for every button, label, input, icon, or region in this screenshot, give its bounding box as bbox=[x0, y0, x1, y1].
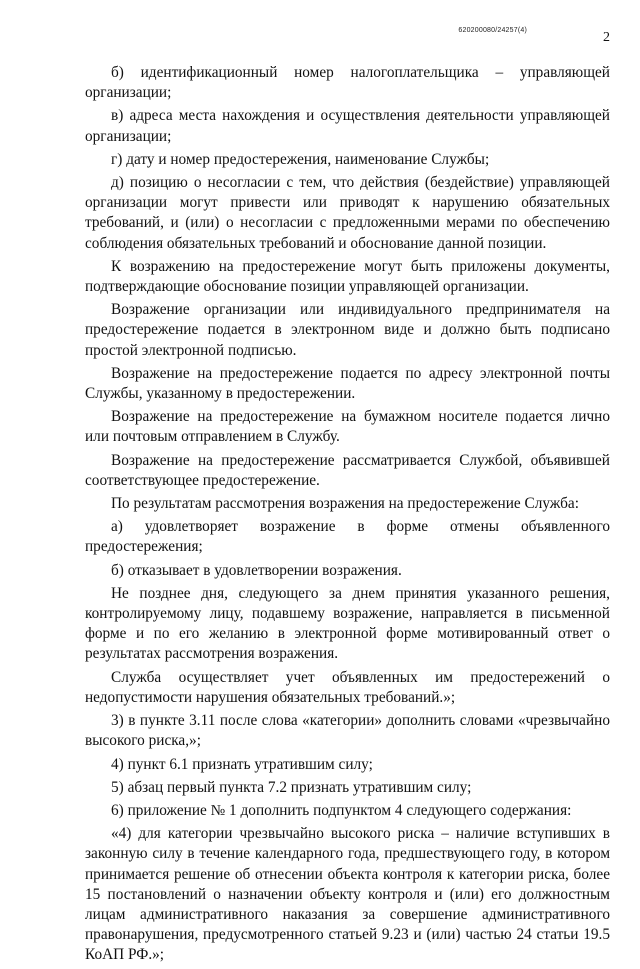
page-number: 2 bbox=[603, 30, 610, 45]
paragraph-electronic-submission: Возражение организации или индивидуального предпринимателя на предостережение подается в электронном виде и должно быть подписано простой электронной подписью. bbox=[85, 301, 610, 359]
document-code: 620200080/24257(4) bbox=[458, 27, 527, 34]
paragraph-disagreement-position: д) позицию о несогласии с тем, что действия (бездействие) управляющей организации могут привести или приводят к нарушению обязательных требований, и (или) о несогласии с предложенными мерами по обеспечению соблюдения обязательных требований и обоснование данной позиции. bbox=[85, 174, 610, 252]
paragraph-amendment-6-1: 4) пункт 6.1 признать утратившим силу; bbox=[111, 755, 373, 773]
paragraph-attached-documents: К возражению на предостережение могут быть приложены документы, подтверждающие обоснование позиции управляющей организации. bbox=[85, 257, 610, 296]
paragraph-amendment-7-2: 5) абзац первый пункта 7.2 признать утратившим силу; bbox=[111, 778, 472, 796]
paragraph-option-b: б) отказывает в удовлетворении возражения. bbox=[111, 561, 402, 579]
paragraph-taxpayer-id: б) идентификационный номер налогоплательщика – управляющей организации; bbox=[85, 64, 610, 102]
paragraph-warnings-accounting: Служба осуществляет учет объявленных им предостережений о недопустимости нарушения обязательных требований.»; bbox=[85, 668, 610, 706]
paragraph-email-address: Возражение на предостережение подается по адресу электронной почты Службы, указанному в предостережении. bbox=[85, 364, 610, 403]
paragraph-addresses: в) адреса места нахождения и осуществления деятельности управляющей организации; bbox=[85, 107, 610, 145]
paragraph-amendment-3-11: 3) в пункте 3.11 после слова «категории» дополнить словами «чрезвычайно высокого риска,»; bbox=[85, 712, 610, 750]
paragraph-option-a: а) удовлетворяет возражение в форме отмены объявленного предостережения; bbox=[85, 518, 610, 556]
document-body bbox=[85, 63, 610, 969]
paragraph-review-by-service: Возражение на предостережение рассматривается Службой, объявившей соответствующее предостережение. bbox=[85, 451, 610, 489]
paragraph-review-results: По результатам рассмотрения возражения на предостережение Служба: bbox=[111, 495, 579, 513]
paragraph-paper-submission: Возражение на предостережение на бумажном носителе подается лично или почтовым отправлением в Службу. bbox=[85, 408, 610, 446]
paragraph-response-deadline: Не позднее дня, следующего за днем принятия указанного решения, контролируемому лицу, подавшему возражение, направляется в письменной форме и по его желанию в электронной форме мотивированный ответ о результатах рассмотрения возражения. bbox=[85, 584, 610, 663]
paragraph-appendix-1: 6) приложение № 1 дополнить подпунктом 4 следующего содержания: bbox=[111, 801, 572, 819]
paragraph-extremely-high-risk: «4) для категории чрезвычайно высокого риска – наличие вступивших в законную силу в течение календарного года, предшествующего году, в котором принимается решение об отнесении объекта контроля к категории риска, более 15 постановлений о назначении объекту контроля и (или) его должностным лицам административного наказания за совершение административного правонарушения, предусмотренного статьей 9.23 и (или) частью 24 статьи 19.5 КоАП РФ.»; bbox=[85, 825, 610, 964]
paragraph-warning-date-number: г) дату и номер предостережения, наименование Службы; bbox=[111, 150, 490, 168]
